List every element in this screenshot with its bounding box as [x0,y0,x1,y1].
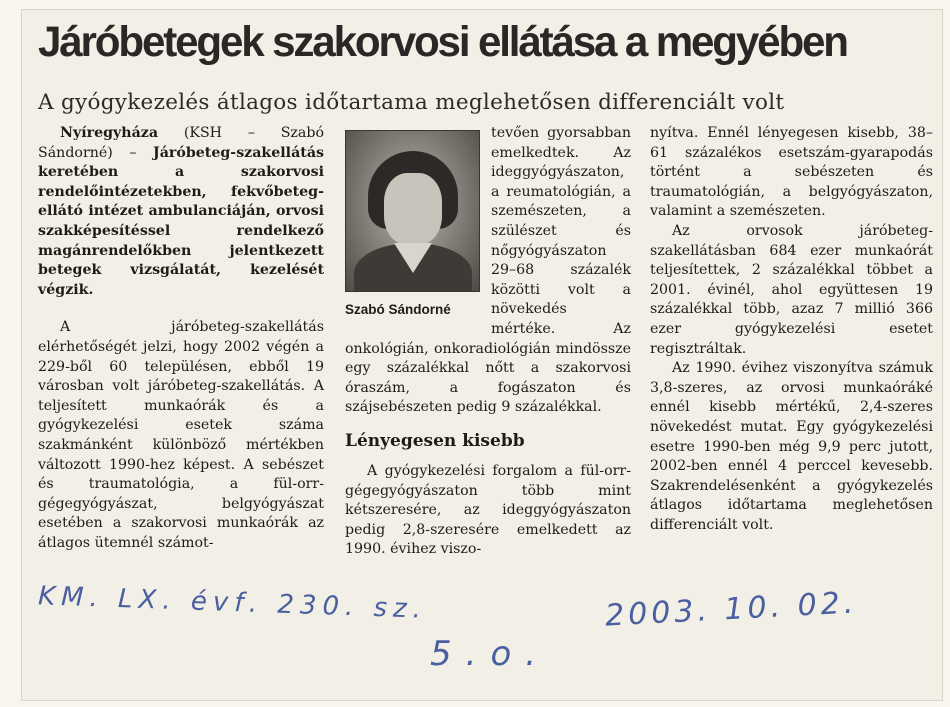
body-paragraph: tevően gyorsabban emelkedtek. Az ideggyógyászaton, a reumatológián, a szemészeten, a szülészet és nőgyógyászaton 29–68 százalék közötti volt a növekedés mértéke. Az onkológián, onkoradiológián mindössze egy százalékkal nőtt a szakorvosi óraszám, a fogászaton és szájsebészeten pedig 9 százalékkal. [345,125,631,416]
body-paragraph: A gyógykezelési forgalom a fül-orr-gégegyógyászaton több mint kétszeresére, az ideggyógyászaton pedig 2,8-szeresére emelkedett az 1990. évihez viszo- [345,462,631,558]
subheadline: A gyógykezelés átlagos időtartama meglehetősen differenciált volt [38,90,785,115]
column-1 [38,124,324,553]
section-title: Lényegesen kisebb [345,430,525,451]
portrait-photo [345,130,480,292]
handwritten-date-note: 2003. 10. 02. [604,585,859,634]
photo-block [345,128,483,333]
body-paragraph: A járóbeteg-szakellátás elérhetőségét jelzi, hogy 2002 végén a 229-ből 60 településen, ebből 19 városban volt járóbeteg-szakellátás. A teljesített munkaórák és a gyógykezelési esetek száma szakmánként különböző mértékben változott 1990-hez képest. A sebészet és traumatológia, a fül-orr-gégegyógyászat, belgyógyászat esetében a szakorvosi munkaórák az átlagos ütemnél számot- [38,319,324,551]
photo-caption: Szabó Sándorné [345,302,451,317]
column-3 [650,124,933,535]
lead-place: Nyíregyháza [60,125,159,141]
column-2 [345,124,631,560]
body-paragraph: nyítva. Ennél lényegesen kisebb, 38–61 százalékos esetszám-gyarapodás történt a sebészeten és traumatológián, a belgyógyászaton, valamint a szemészeten. [650,125,933,220]
headline: Járóbetegek szakorvosi ellátása a megyében [38,18,847,66]
lead-text: Járóbeteg-szakellátás keretében a szakorvosi rendelőintézetekben, fekvőbeteg-ellátó intézet ambulanciáján, orvosi szakképesítéssel rendelkező magánrendelőkben jelentkezett betegek vizsgálatát, kezelését végzik. [38,144,324,298]
lead-source: (KSH – Szabó Sándorné) – [38,125,324,161]
lead-paragraph [38,124,324,300]
body-paragraph: Az orvosok járóbeteg-szakellátásban 684 ezer munkaórát teljesítettek, 2 százalékkal többet a 2001. évinél, ahol együttesen 19 százalékkal több, azaz 7 millió 366 ezer gyógykezelési esetet regisztráltak. [650,222,933,357]
handwritten-issue-note: KM. LX. évf. 230. sz. [37,581,428,625]
body-paragraph: Az 1990. évihez viszonyítva számuk 3,8-szeres, az orvosi munkaóráké ennél kisebb mértékű, 2,4-szeres növekedést mutat. Egy gyógykezelési esetre 1990-ben még 9,9 perc jutott, 2002-ben ennél 4 perccel kevesebb. Szakrendelésenként a gyógykezelés átlagos időtartama meglehetősen differenciált volt. [650,360,933,533]
handwritten-page-note: 5.o. [430,634,551,674]
